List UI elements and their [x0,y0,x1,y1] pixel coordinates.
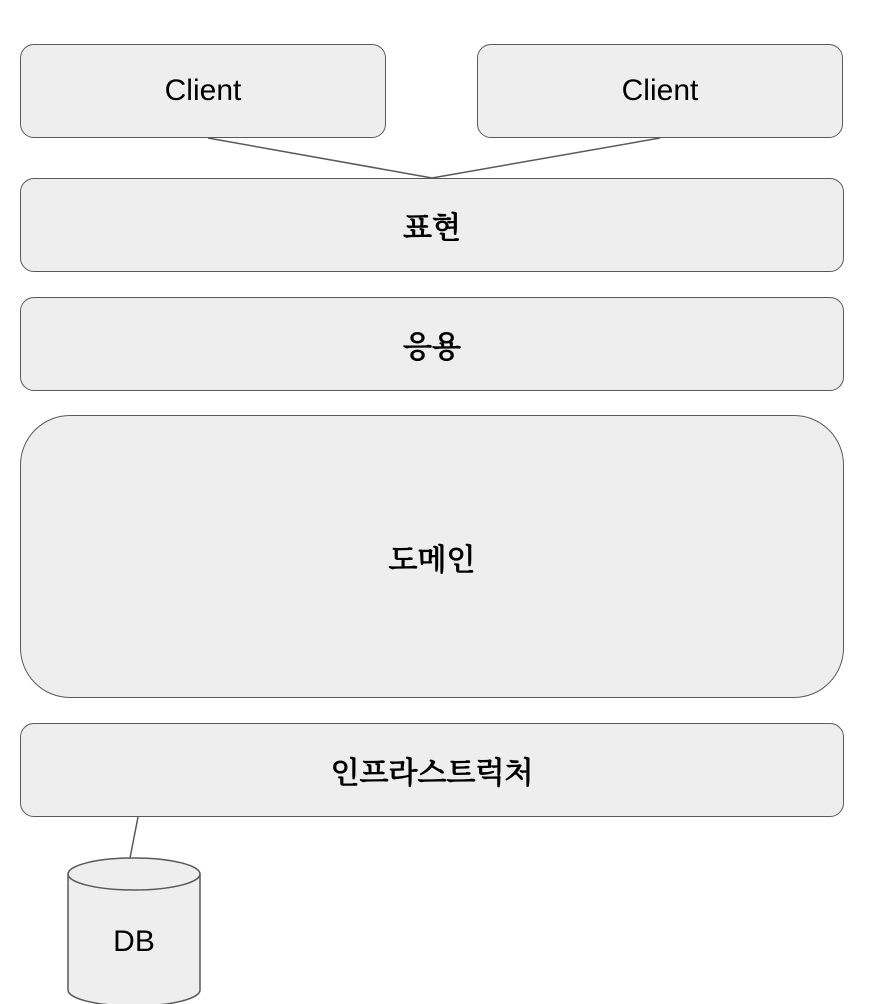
client-box-right [477,44,843,138]
connector-client-right-to-presentation [432,138,660,178]
client-label-right: Client [621,74,699,107]
client-box-left [20,44,386,138]
presentation-layer [20,178,844,272]
connector-infrastructure-to-db [130,817,138,858]
infrastructure-layer [20,723,844,817]
application-layer-label: 응용 [403,331,461,364]
infrastructure-layer-label: 인프라스트럭처 [330,757,534,790]
application-layer [20,297,844,391]
presentation-layer-label: 표현 [403,212,461,245]
domain-layer-label: 도메인 [388,543,476,577]
database-label: DB [113,925,155,958]
domain-layer [20,415,844,698]
connector-client-left-to-presentation [208,138,432,178]
client-label-left: Client [164,74,242,107]
